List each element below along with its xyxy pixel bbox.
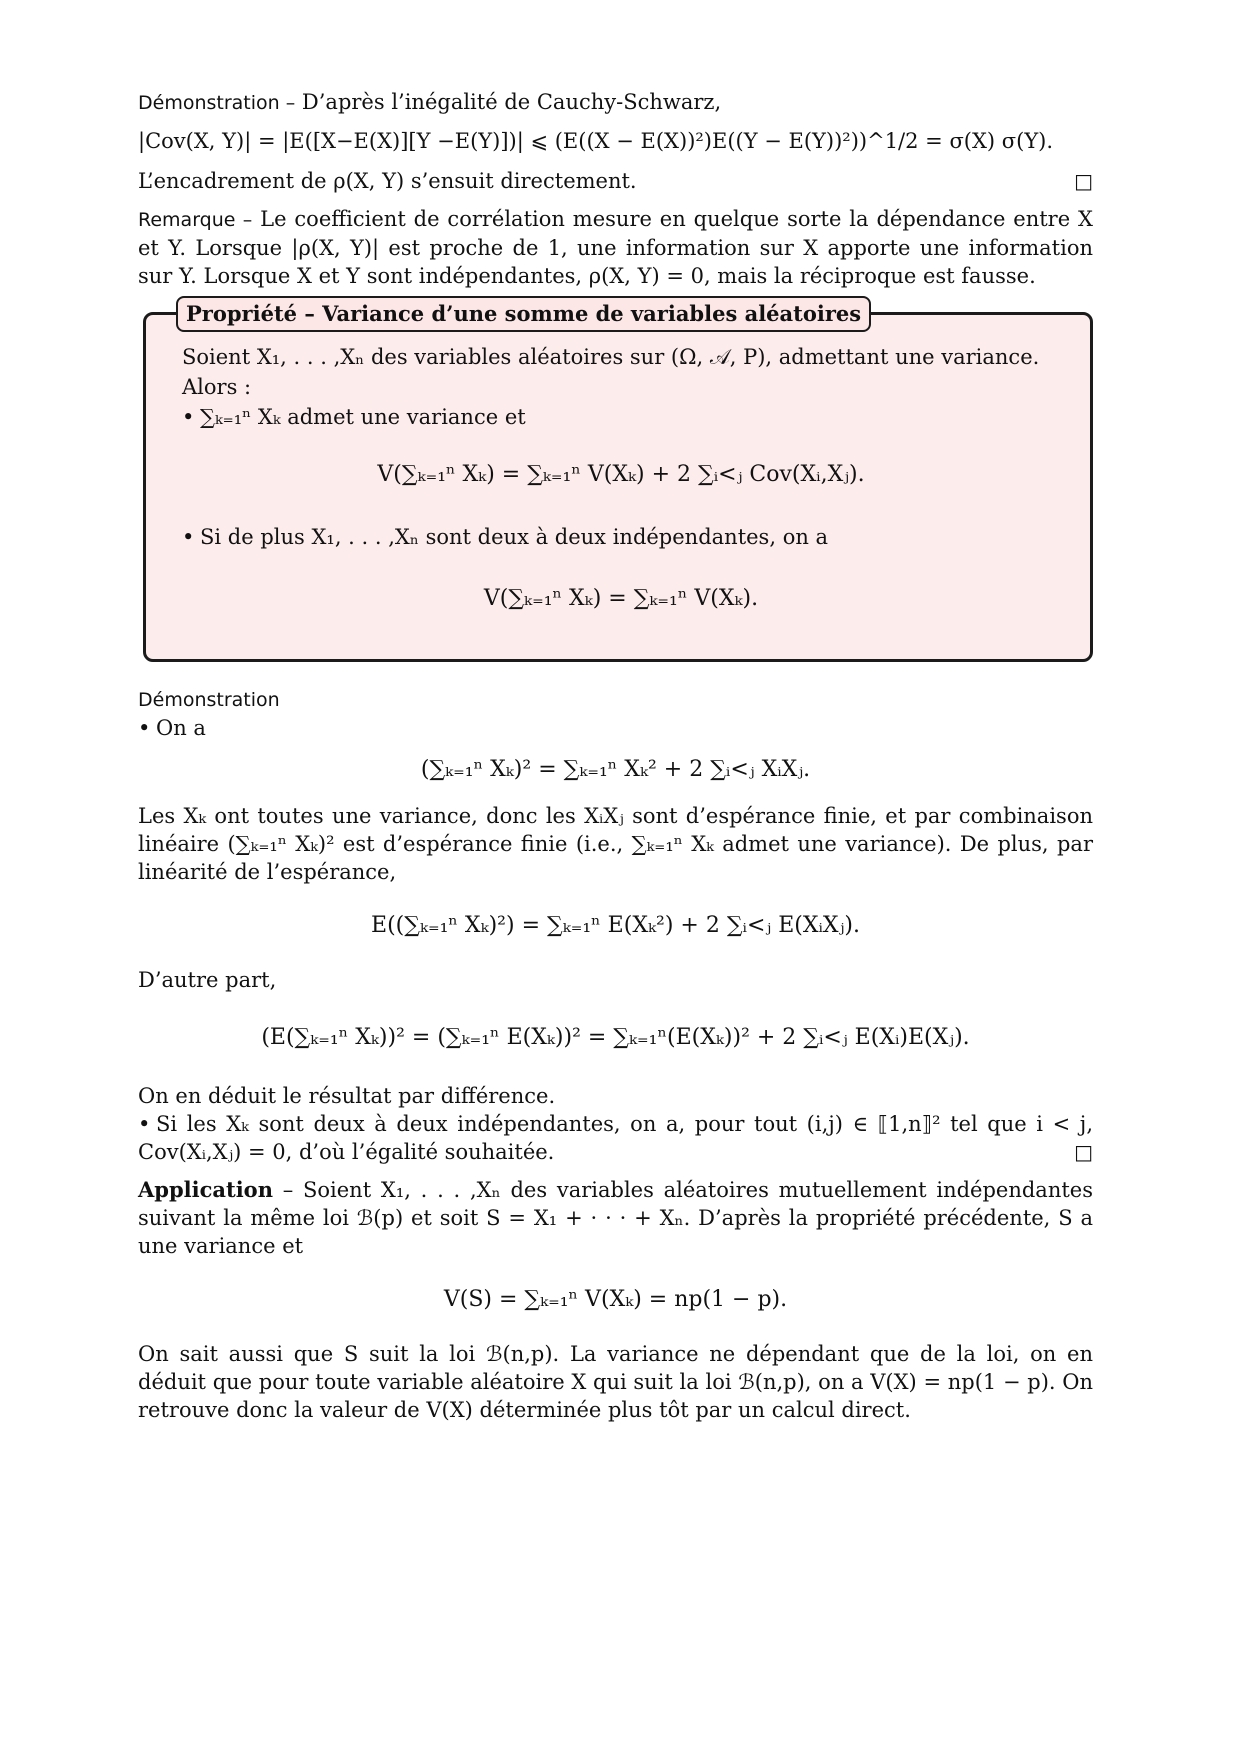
propriete-box [143, 301, 1093, 662]
demo2-autre-part: D’autre part, [138, 968, 277, 992]
demo2-bullet2 [138, 1110, 1093, 1166]
propriete-eq1: V(∑ₖ₌₁ⁿ Xₖ) = ∑ₖ₌₁ⁿ V(Xₖ) + 2 ∑ᵢ<ⱼ Cov(Xᵢ,Xⱼ). [377, 462, 865, 487]
demo2-bullet1-text: On a [156, 716, 206, 740]
remarque-text: Le coefficient de corrélation mesure en quelque sorte la dépendance entre X et Y. Lorsque |ρ(X, Y)| est proche de 1, une information sur X apporte une information sur Y. Lorsque X et Y sont indépendantes, ρ(X, Y) = 0, mais la réciproque est fausse. [138, 207, 1093, 288]
demo1-intro-text: D’après l’inégalité de Cauchy-Schwarz, [301, 90, 722, 114]
demo1-label: Démonstration – [138, 92, 296, 114]
demo2-para1: Les Xₖ ont toutes une variance, donc les XᵢXⱼ sont d’espérance finie, et par combinaison linéaire (∑ₖ₌₁ⁿ Xₖ)² est d’espérance finie (i.e., ∑ₖ₌₁ⁿ Xₖ admet une variance). De plus, par linéarité de l’espérance, [138, 804, 1093, 884]
bullet-dot: • [182, 525, 195, 549]
qed-symbol: □ [1074, 1140, 1093, 1164]
remarque-label: Remarque – [138, 209, 253, 231]
bullet-dot: • [138, 716, 151, 740]
remarque-paragraph [138, 205, 1093, 290]
demo2-label: Démonstration [138, 689, 280, 711]
demo2-bullet2-text: Si les Xₖ sont deux à deux indépendantes, on a, pour tout (i,j) ∈ ⟦1,n⟧² tel que i < j, Cov(Xᵢ,Xⱼ) = 0, d’où l’égalité souhaitée. [138, 1112, 1093, 1164]
demo1-intro [138, 88, 1093, 117]
bullet-dot: • [182, 405, 195, 429]
cauchy-schwarz-equation: |Cov(X, Y)| = |E([X−E(X)][Y −E(Y)])| ⩽ (E((X − E(X))²)E((Y − E(Y))²))^1/2 = σ(X) σ(Y). [138, 129, 1054, 153]
demo1-conclusion: L’encadrement de ρ(X, Y) s’ensuit directement. [138, 169, 637, 193]
application-conclusion: On sait aussi que S suit la loi ℬ(n,p). La variance ne dépendant que de la loi, on en déduit que pour toute variable aléatoire X qui suit la loi ℬ(n,p), on a V(X) = np(1 − p). On retrouve donc la valeur de V(X) déterminée plus tôt par un calcul direct. [138, 1342, 1093, 1422]
demo2-eq3: (E(∑ₖ₌₁ⁿ Xₖ))² = (∑ₖ₌₁ⁿ E(Xₖ))² = ∑ₖ₌₁ⁿ(E(Xₖ))² + 2 ∑ᵢ<ⱼ E(Xᵢ)E(Xⱼ). [261, 1025, 970, 1050]
application-eq: V(S) = ∑ₖ₌₁ⁿ V(Xₖ) = np(1 − p). [443, 1287, 788, 1312]
demo2-bullet1 [138, 714, 1093, 742]
document-page [138, 88, 1093, 1424]
propriete-bullet2-text: Si de plus X₁, . . . ,Xₙ sont deux à deux indépendantes, on a [200, 525, 829, 549]
demo2-eq1: (∑ₖ₌₁ⁿ Xₖ)² = ∑ₖ₌₁ⁿ Xₖ² + 2 ∑ᵢ<ⱼ XᵢXⱼ. [420, 757, 811, 782]
propriete-bullet2 [182, 523, 1060, 551]
propriete-line1: Soient X₁, . . . ,Xₙ des variables aléatoires sur (Ω, 𝒜, P), admettant une variance. [182, 345, 1040, 369]
application-text: – Soient X₁, . . . ,Xₙ des variables aléatoires mutuellement indépendantes suivant la même loi ℬ(p) et soit S = X₁ + · · · + Xₙ. D’après la propriété précédente, S a une variance et [138, 1178, 1093, 1258]
propriete-eq2: V(∑ₖ₌₁ⁿ Xₖ) = ∑ₖ₌₁ⁿ V(Xₖ). [483, 586, 759, 611]
propriete-bullet1-text: ∑ₖ₌₁ⁿ Xₖ admet une variance et [200, 405, 526, 429]
qed-symbol: □ [1074, 169, 1093, 193]
bullet-dot: • [138, 1112, 151, 1136]
propriete-bullet1 [182, 403, 1060, 431]
demo2-deduction: On en déduit le résultat par différence. [138, 1084, 556, 1108]
application-label: Application [138, 1177, 273, 1202]
propriete-title: Propriété – Variance d’une somme de variables aléatoires [176, 296, 871, 332]
demo1-conclusion-line [138, 167, 1093, 195]
propriete-line2: Alors : [182, 375, 252, 399]
application-paragraph [138, 1176, 1093, 1260]
demo2-eq2: E((∑ₖ₌₁ⁿ Xₖ)²) = ∑ₖ₌₁ⁿ E(Xₖ²) + 2 ∑ᵢ<ⱼ E(XᵢXⱼ). [371, 913, 860, 938]
